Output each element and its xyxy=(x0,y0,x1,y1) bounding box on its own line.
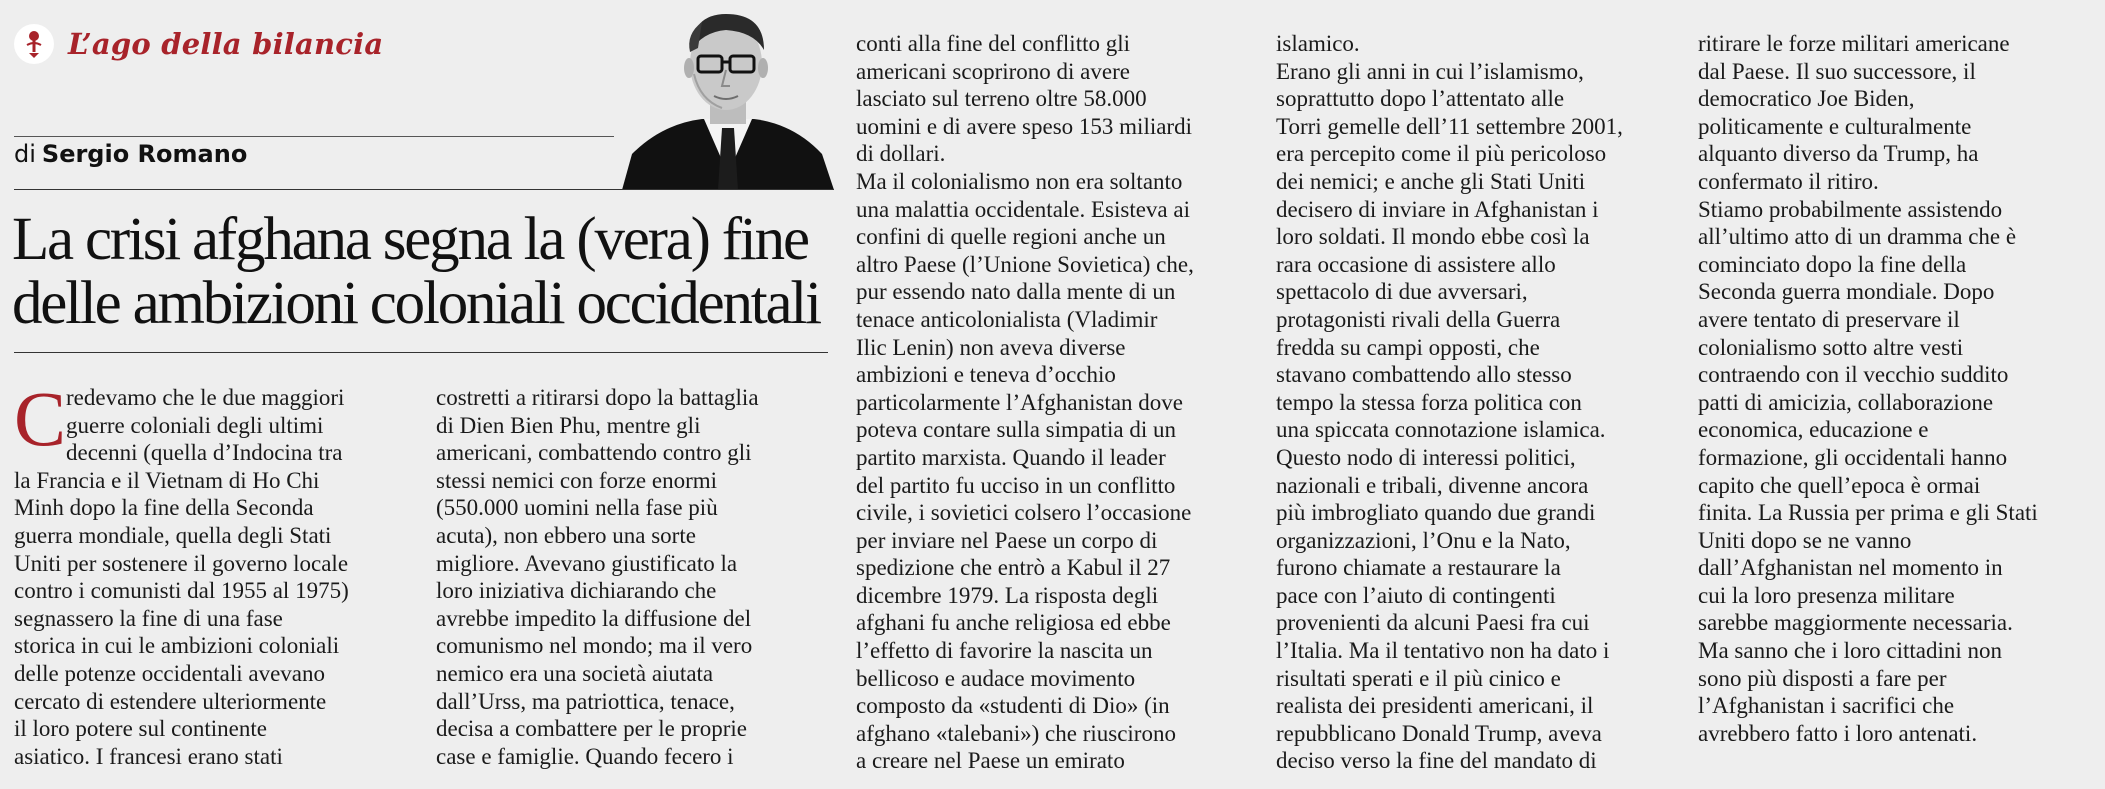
portrait-rule xyxy=(14,189,834,190)
text-line: più imbrogliato quando due grandi xyxy=(1276,500,1596,526)
text-line: contro i comunisti dal 1955 al 1975) xyxy=(14,578,349,604)
text-line: delle potenze occidentali avevano xyxy=(14,660,325,686)
text-line: nemico era una società aiutata xyxy=(436,660,714,686)
text-line: patti di amicizia, collaborazione xyxy=(1698,389,1994,415)
headline-line: La crisi afghana segna la (vera) fine xyxy=(12,206,808,273)
text-line: spedizione che entrò a Kabul il 27 xyxy=(856,555,1171,581)
headline xyxy=(12,208,832,336)
text-line: dall’Afghanistan nel momento in xyxy=(1698,555,2003,581)
text-line: altro Paese (l’Unione Sovietica) che, xyxy=(856,251,1194,277)
text-line: confermato il ritiro. xyxy=(1698,168,1879,194)
rubric-title: L’ago della bilancia xyxy=(68,27,384,61)
text-line: americani, combattendo contro gli xyxy=(436,440,752,466)
text-line: del partito fu ucciso in un conflitto xyxy=(856,472,1176,498)
text-line: Questo nodo di interessi politici, xyxy=(1276,444,1576,470)
text-line: loro iniziativa dichiarando che xyxy=(436,578,717,604)
text-line: migliore. Avevano giustificato la xyxy=(436,550,738,576)
byline xyxy=(14,140,247,168)
text-line: cui la loro presenza militare xyxy=(1698,582,1955,608)
text-line: una malattia occidentale. Esisteva ai xyxy=(856,196,1190,222)
text-line: partito marxista. Quando il leader xyxy=(856,444,1166,470)
text-line: nazionali e tribali, divenne ancora xyxy=(1276,472,1589,498)
text-line: redevamo che le due maggiori xyxy=(66,385,345,410)
text-line: avere tentato di preservare il xyxy=(1698,306,1960,332)
article-column-3 xyxy=(856,30,1248,775)
text-line: per inviare nel Paese un corpo di xyxy=(856,527,1158,553)
byline-prefix: di xyxy=(14,140,36,168)
text-line: sono più disposti a fare per xyxy=(1698,665,1947,691)
text-line: stavano combattendo allo stesso xyxy=(1276,362,1572,388)
text-line: rara occasione di assistere allo xyxy=(1276,251,1556,277)
text-line: loro soldati. Il mondo ebbe così la xyxy=(1276,224,1590,250)
text-line: protagonisti rivali della Guerra xyxy=(1276,306,1561,332)
text-line: poteva contare sulla simpatia di un xyxy=(856,417,1176,443)
text-line: a creare nel Paese un emirato xyxy=(856,748,1125,774)
text-line: l’Italia. Ma il tentativo non ha dato i xyxy=(1276,638,1610,664)
author-name: Sergio Romano xyxy=(41,140,248,168)
text-line: alquanto diverso da Trump, ha xyxy=(1698,141,1979,167)
text-line: americani scoprirono di avere xyxy=(856,58,1130,84)
text-line: pace con l’aiuto di contingenti xyxy=(1276,582,1556,608)
scale-pin-icon xyxy=(14,24,54,64)
text-line: comunismo nel mondo; ma il vero xyxy=(436,633,753,659)
text-line: fredda su campi opposti, che xyxy=(1276,334,1540,360)
text-line: dall’Urss, ma patriottica, tenace, xyxy=(436,688,735,714)
text-line: democratico Joe Biden, xyxy=(1698,86,1915,112)
text-line: spettacolo di due avversari, xyxy=(1276,279,1528,305)
text-line: politicamente e culturalmente xyxy=(1698,113,1972,139)
text-line: afghani fu anche religiosa ed ebbe xyxy=(856,610,1171,636)
text-line: pur essendo nato dalla mente di un xyxy=(856,279,1176,305)
text-line: l’effetto di favorire la nascita un xyxy=(856,638,1153,664)
byline-rule xyxy=(14,136,614,137)
text-line: tempo la stessa forza politica con xyxy=(1276,389,1582,415)
text-line: dal Paese. Il suo successore, il xyxy=(1698,58,1976,84)
text-line: formazione, gli occidentali hanno xyxy=(1698,444,2008,470)
text-line: all’ultimo atto di un dramma che è xyxy=(1698,224,2017,250)
text-line: risultati sperati e il più cinico e xyxy=(1276,665,1561,691)
text-line: realista dei presidenti americani, il xyxy=(1276,693,1594,719)
text-line: bellicoso e audace movimento xyxy=(856,665,1136,691)
text-line: Ma sanno che i loro cittadini non xyxy=(1698,638,2003,664)
text-line: soprattutto dopo l’attentato alle xyxy=(1276,86,1565,112)
text-line: civile, i sovietici colsero l’occasione xyxy=(856,500,1192,526)
text-line: il loro potere sul continente xyxy=(14,716,267,742)
text-line: decisa a combattere per le proprie xyxy=(436,716,747,742)
text-line: case e famiglie. Quando fecero i xyxy=(436,743,734,769)
text-line: deciso verso la fine del mandato di xyxy=(1276,748,1597,774)
text-line: islamico. xyxy=(1276,31,1360,56)
text-line: dei nemici; e anche gli Stati Uniti xyxy=(1276,168,1586,194)
text-line: tenace anticolonialista (Vladimir xyxy=(856,306,1158,332)
text-line: composto da «studenti di Dio» (in xyxy=(856,693,1170,719)
text-line: conti alla fine del conflitto gli xyxy=(856,31,1131,56)
text-line: organizzazioni, l’Onu e la Nato, xyxy=(1276,527,1571,553)
text-line: stessi nemici con forze enormi xyxy=(436,467,718,493)
author-portrait xyxy=(622,4,834,190)
text-line: ritirare le forze militari americane xyxy=(1698,31,2010,56)
text-line: colonialismo sotto altre vesti xyxy=(1698,334,1964,360)
article-column-1 xyxy=(14,375,412,770)
text-line: una spiccata connotazione islamica. xyxy=(1276,417,1606,443)
text-line: uomini e di avere speso 153 miliardi xyxy=(856,113,1192,139)
text-line: repubblicano Donald Trump, aveva xyxy=(1276,720,1602,746)
text-line: contraendo con il vecchio suddito xyxy=(1698,362,2009,388)
text-line: particolarmente l’Afghanistan dove xyxy=(856,389,1183,415)
text-line: (550.000 uomini nella fase più xyxy=(436,495,718,521)
headline-line: delle ambizioni coloniali occidentali xyxy=(12,270,820,337)
text-line: guerra mondiale, quella degli Stati xyxy=(14,522,332,548)
text-line: finita. La Russia per prima e gli Stati xyxy=(1698,500,2038,526)
text-line: Ma il colonialismo non era soltanto xyxy=(856,168,1183,194)
text-line: Torri gemelle dell’11 settembre 2001, xyxy=(1276,113,1623,139)
text-line: costretti a ritirarsi dopo la battaglia xyxy=(436,385,759,410)
text-line: guerre coloniali degli ultimi xyxy=(66,412,324,438)
text-line: di Dien Bien Phu, mentre gli xyxy=(436,412,701,438)
text-line: cercato di estendere ulteriormente xyxy=(14,688,327,714)
article-column-4 xyxy=(1276,30,1668,775)
text-line: dicembre 1979. La risposta degli xyxy=(856,582,1159,608)
text-line: acuta), non ebbero una sorte xyxy=(436,522,696,548)
text-line: la Francia e il Vietnam di Ho Chi xyxy=(14,467,320,493)
rubric xyxy=(14,22,383,66)
text-line: Ilic Lenin) non aveva diverse xyxy=(856,334,1126,360)
text-line: Minh dopo la fine della Seconda xyxy=(14,495,314,521)
text-line: furono chiamate a restaurare la xyxy=(1276,555,1561,581)
drop-cap: C xyxy=(14,375,67,462)
text-line: cominciato dopo la fine della xyxy=(1698,251,1967,277)
text-line: capito che quell’epoca è ormai xyxy=(1698,472,1981,498)
article-column-2 xyxy=(436,384,828,770)
text-line: l’Afghanistan i sacrifici che xyxy=(1698,693,1955,719)
text-line: confini di quelle regioni anche un xyxy=(856,224,1166,250)
text-line: storica in cui le ambizioni coloniali xyxy=(14,633,340,659)
text-line: ambizioni e teneva d’occhio xyxy=(856,362,1116,388)
text-line: Stiamo probabilmente assistendo xyxy=(1698,196,2003,222)
text-line: asiatico. I francesi erano stati xyxy=(14,743,283,769)
text-line: provenienti da alcuni Paesi fra cui xyxy=(1276,610,1590,636)
text-line: avrebbero fatto i loro antenati. xyxy=(1698,720,1978,746)
text-line: era percepito come il più pericoloso xyxy=(1276,141,1607,167)
text-line: afghano «talebani») che riuscirono xyxy=(856,720,1176,746)
text-line: economica, educazione e xyxy=(1698,417,1929,443)
text-line: decenni (quella d’Indocina tra xyxy=(66,440,343,466)
text-line: sarebbe maggiormente necessaria. xyxy=(1698,610,2013,636)
text-line: Uniti dopo se ne vanno xyxy=(1698,527,1912,553)
text-line: di dollari. xyxy=(856,141,946,167)
text-line: segnassero la fine di una fase xyxy=(14,605,283,631)
text-line: Erano gli anni in cui l’islamismo, xyxy=(1276,58,1584,84)
text-line: lasciato sul terreno oltre 58.000 xyxy=(856,86,1147,112)
text-line: Seconda guerra mondiale. Dopo xyxy=(1698,279,1995,305)
text-line: decisero di inviare in Afghanistan i xyxy=(1276,196,1599,222)
article-column-5 xyxy=(1698,30,2094,747)
headline-rule xyxy=(14,352,828,353)
text-line: Uniti per sostenere il governo locale xyxy=(14,550,349,576)
text-line: avrebbe impedito la diffusione del xyxy=(436,605,752,631)
